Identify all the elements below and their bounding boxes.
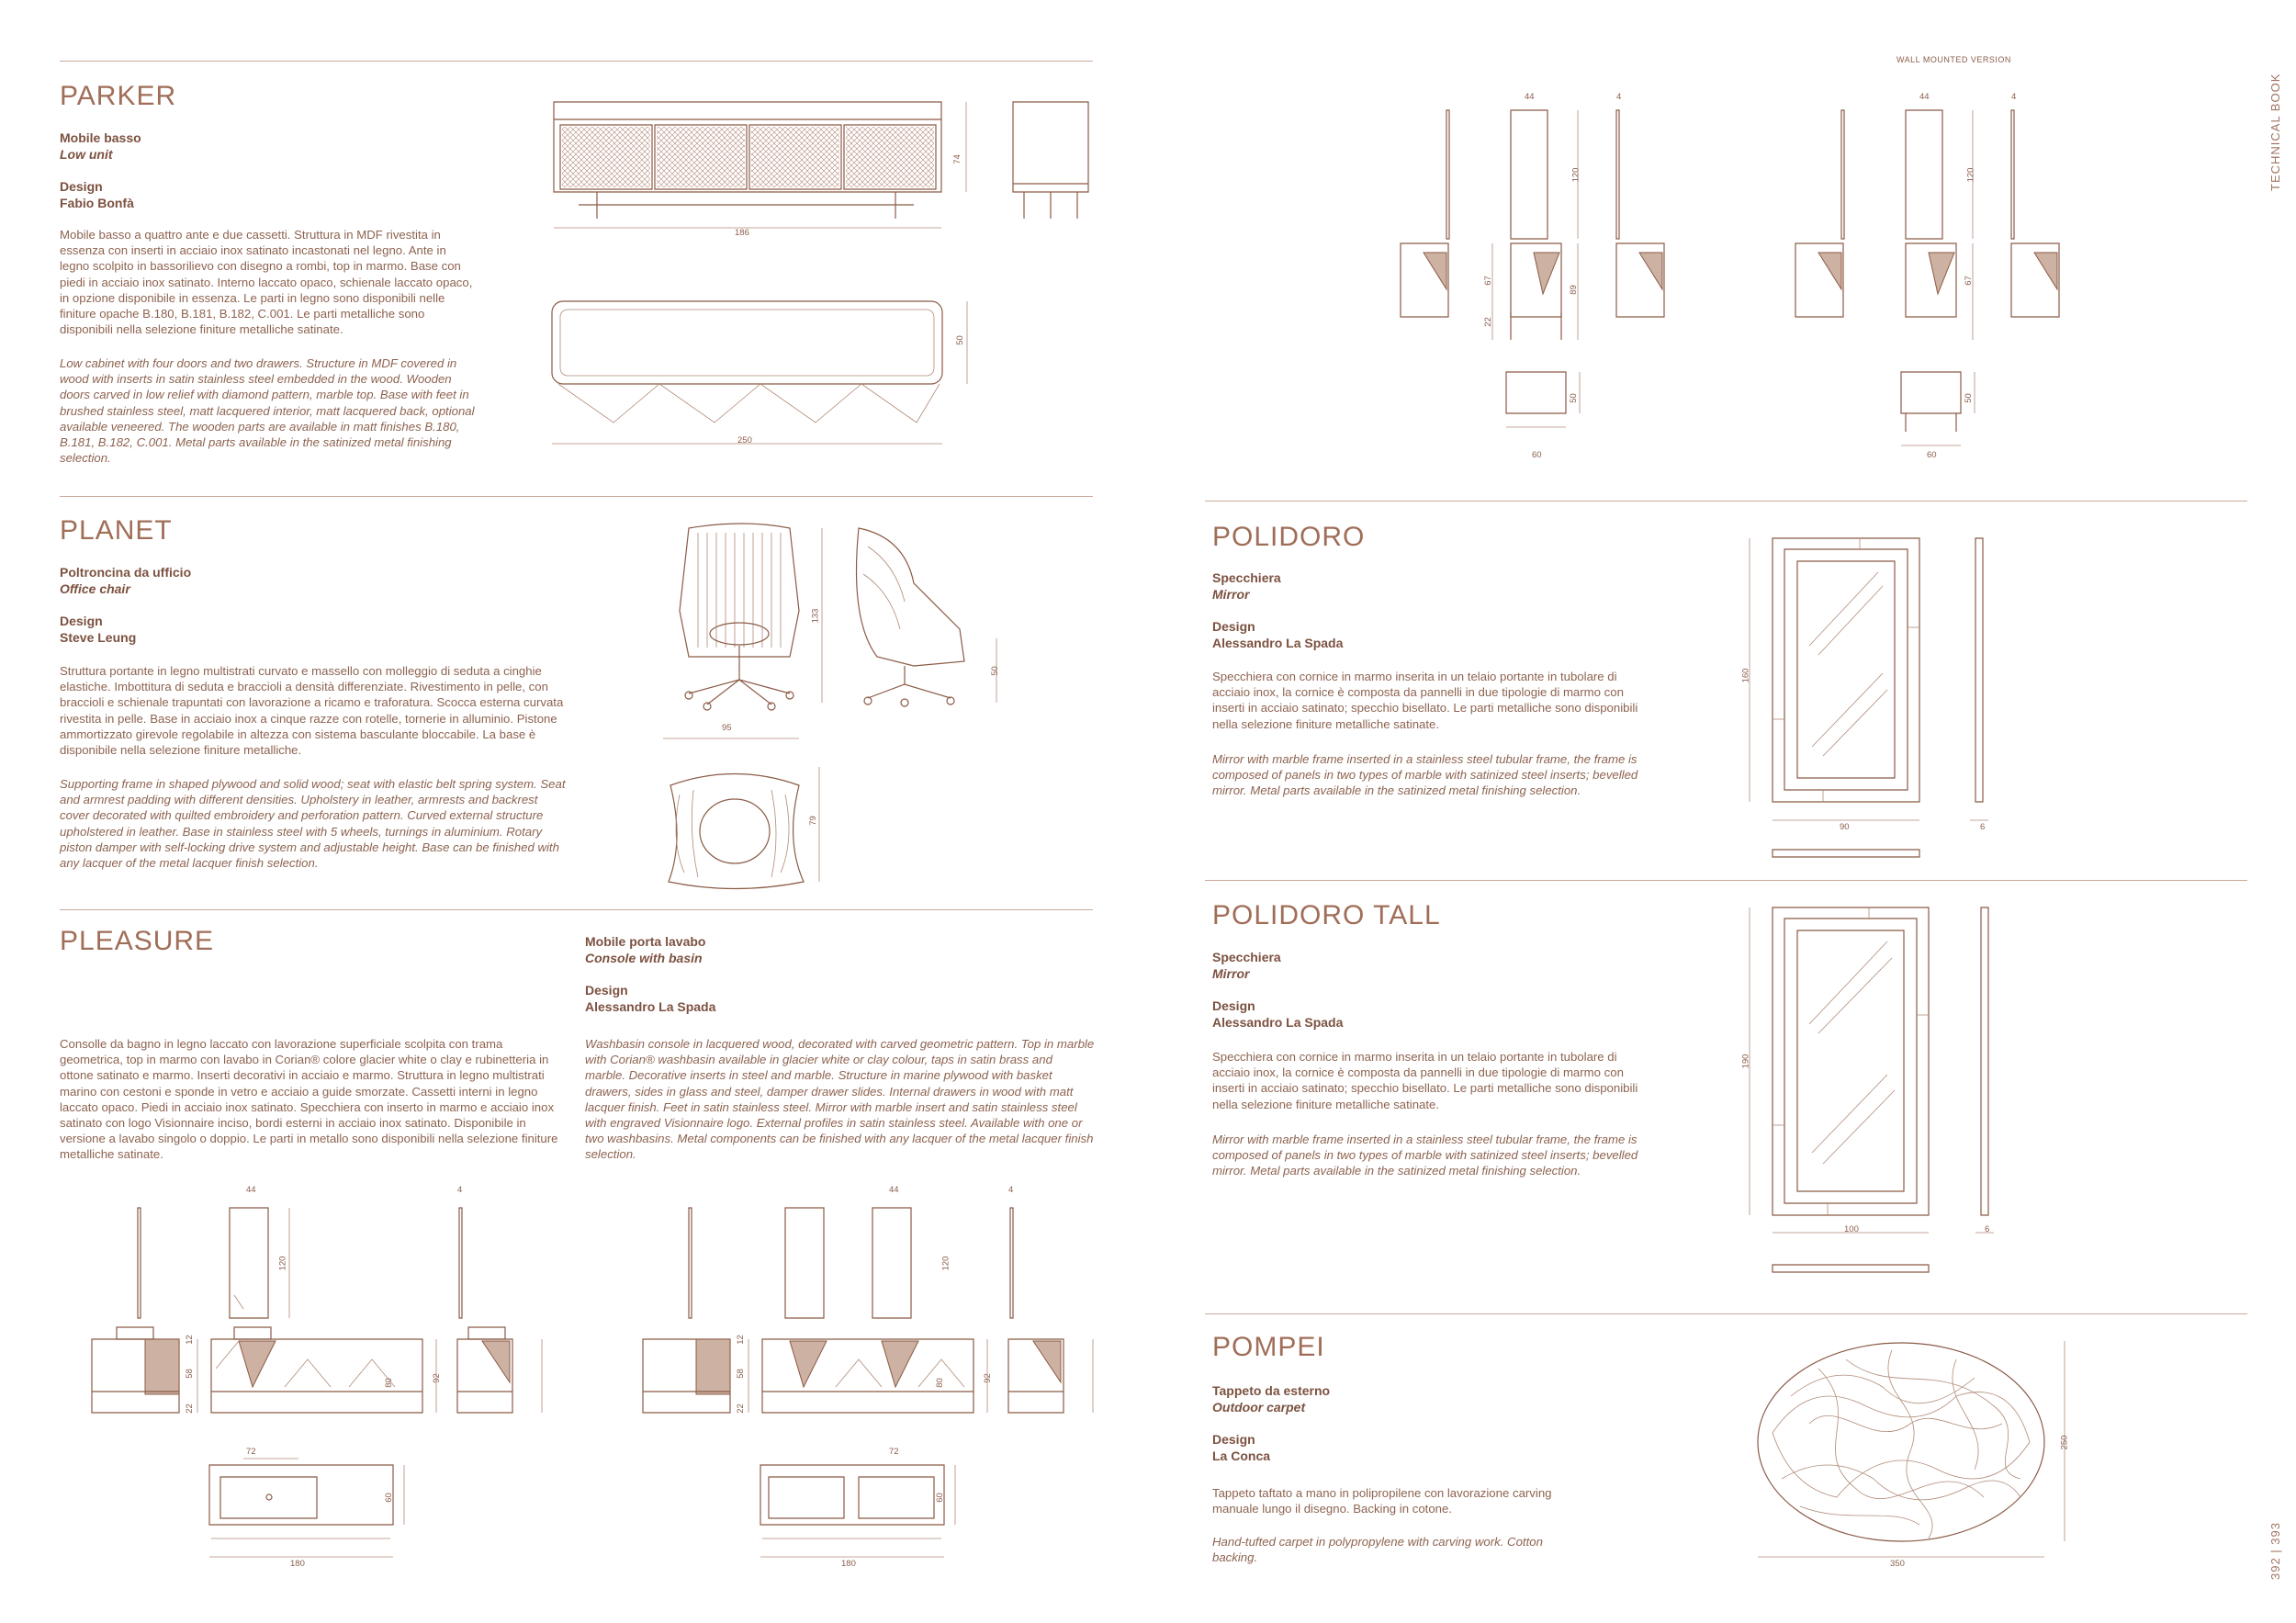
pleasure-dim-basin-w: 72 [246, 1447, 256, 1457]
pleasure-dim-depth: 60 [383, 1493, 394, 1503]
parker-dim-height: 74 [951, 154, 962, 164]
pleasure-dbl-dim-top: 12 [735, 1335, 746, 1345]
pleasure-dbl-dim-mirror-h: 120 [940, 1256, 951, 1271]
polidoro-tall-mirror-drawing [1740, 905, 2016, 1272]
pleasure-dbl-dim-depth: 60 [934, 1493, 945, 1503]
polidoro-tall-type-en: Mirror [1212, 966, 1250, 981]
polidoro-tall-dim-d: 6 [1985, 1224, 1990, 1234]
wall-l-dim-mirror-h: 120 [1570, 167, 1581, 183]
pompei-desc-it: Tappeto taftato a mano in polipropilene con lavorazione carving manuale lungo il disegno. Backing in cotone. [1212, 1486, 1552, 1516]
pleasure-dim-mirror-h: 120 [277, 1256, 288, 1271]
pleasure-dim-top: 12 [184, 1335, 195, 1345]
polidoro-tall-dim-h: 190 [1740, 1054, 1751, 1069]
wall-l-dim-w: 60 [1532, 450, 1542, 460]
pompei-title: POMPEI [1212, 1332, 1325, 1362]
pleasure-double-plan [758, 1460, 960, 1561]
pompei-designer: La Conca [1212, 1448, 1271, 1463]
pleasure-type-it: Mobile porta lavabo [585, 934, 706, 949]
planet-dim-seat: 50 [989, 666, 1000, 676]
parker-desc-it: Mobile basso a quattro ante e due cassetti. Struttura in MDF rivestita in essenza con inserti in acciaio inox satinato incastonati nel legno. Ante in legno scolpito in bassorilievo con disegno a rombi, top in marmo. Base con piedi in acciaio inox satinato. Interno laccato opaco, schienale laccato opaco, in opzione disponibile in essenza. Le parti in legno sono disponibili nelle finiture opache B.180, B.181, B.182, C.001. Le parti metalliche sono disponibili nella selezione finiture metalliche satinate. [60, 228, 473, 337]
wall-r-dim-side: 4 [2011, 92, 2017, 102]
parker-desc-en: Low cabinet with four doors and two drawers. Structure in MDF covered in wood with inserts in satin stainless steel embedded in the wood. Wooden doors carved in low relief with diamond pattern, marble top. Base with feet in brushed stainless steel, matt lacquered interior, matt lacquered back, optional available veneered. The wooden parts are available in matt finishes B.180, B.181, B.182, C.001. Metal parts available in the satinized metal finishing selection. [60, 356, 475, 466]
pompei-design-label: Design [1212, 1432, 1255, 1447]
wall-l-dim-side: 4 [1616, 92, 1622, 102]
pleasure-dim-side: 4 [457, 1185, 463, 1195]
parker-top-drawing [549, 299, 990, 436]
polidoro-type-en: Mirror [1212, 587, 1250, 602]
divider-top-left [60, 61, 1093, 62]
parker-type [60, 130, 141, 163]
planet-type-en: Office chair [60, 581, 130, 596]
wall-r-dim-w: 60 [1927, 450, 1937, 460]
pleasure-dbl-dim-body: 58 [735, 1369, 746, 1379]
side-label: TECHNICAL BOOK [2268, 73, 2282, 191]
pompei-type [1212, 1382, 1330, 1415]
pleasure-desc-en: Washbasin console in lacquered wood, decorated with carved geometric pattern. Top in marble with Corian® washbasin available in glacier white or clay colour, taps in satin brass and marble. Decorative inserts in steel and marble. Structure in marine plywood with basket drawers, sides in glass and steel, damper drawer slides. Internal drawers in wood with matt lacquer finish. Feet in satin stainless steel. Mirror with marble insert and satin stainless steel with engraved Visionnaire logo. External profiles in satin stainless steel. Available with one or two washbasins. Metal components can be finished with any lacquer of the metal lacquer finish selection. [585, 1037, 1095, 1162]
polidoro-tall-desc-en: Mirror with marble frame inserted in a stainless steel tubular frame, the frame is composed of panels in two types of marble with satinized steel inserts; bevelled mirror. Metal parts available in the satinized metal finishing selection. [1212, 1133, 1638, 1178]
polidoro-mirror-drawing [1740, 535, 2016, 862]
wall-mounted-label: WALL MOUNTED VERSION [1896, 55, 2011, 64]
divider-parker-planet [60, 496, 1093, 497]
wall-version-left [1387, 106, 1699, 455]
planet-dim-height: 133 [810, 608, 821, 624]
planet-dim-depth: 79 [807, 816, 818, 826]
pleasure-dbl-dim-side: 4 [1008, 1185, 1014, 1195]
pleasure-type [585, 933, 705, 966]
parker-dim-depth: 50 [954, 335, 965, 345]
parker-width-line [551, 224, 946, 233]
planet-title: PLANET [60, 515, 173, 546]
pompei-dim-w: 350 [1890, 1559, 1905, 1569]
planet-desc-en: Supporting frame in shaped plywood and solid wood; seat with elastic belt spring system. Seat and armrest padding with different densities. Upholstery in leather, armrests and backrest cover decorated with quilted embroidery and perforation pattern. Curved external structure upholstered in leather. Base in stainless steel with 5 wheels, turnings in aluminium. Rotary piston damper with self-locking drive system and adjustable height. Base can be finished with any lacquer of the metal lacquer finish selection. [60, 777, 566, 871]
wall-r-dim-depth: 50 [1963, 393, 1974, 403]
pleasure-design [585, 982, 715, 1015]
pompei-desc-en: Hand-tufted carpet in polypropylene with carving work. Cotton backing. [1212, 1535, 1543, 1565]
wall-l-dim-depth: 50 [1568, 393, 1579, 403]
pleasure-dbl-dim-basin-w: 72 [889, 1447, 899, 1457]
planet-design-label: Design [60, 614, 103, 628]
planet-top-drawing [661, 767, 836, 896]
polidoro-desc-it: Specchiera con cornice in marmo inserita in un telaio portante in tubolare di acciaio inox, la cornice è composta da pannelli in due tipologie di marmo con inserti in acciaio satinato; specchio bisellato. Le parti metalliche sono disponibili nella selezione finiture metalliche satinate. [1212, 670, 1638, 731]
parker-side-drawing [1010, 99, 1093, 219]
pleasure-single-drawing [55, 1194, 569, 1414]
planet-type-it: Poltroncina da ufficio [60, 565, 192, 580]
pompei-carpet-drawing [1754, 1341, 2085, 1575]
polidoro-tall-title: POLIDORO TALL [1212, 900, 1441, 930]
pompei-dim-h: 250 [2059, 1435, 2070, 1450]
pleasure-dbl-dim-h2: 92 [982, 1373, 993, 1383]
polidoro-dim-w: 90 [1840, 822, 1850, 832]
pleasure-design-label: Design [585, 983, 628, 997]
polidoro-tall-designer: Alessandro La Spada [1212, 1015, 1344, 1030]
planet-width-line [661, 735, 808, 742]
pleasure-dbl-dim-w: 180 [841, 1559, 856, 1569]
wall-l-dim-mirror-w: 44 [1525, 92, 1535, 102]
polidoro-tall-dim-w: 100 [1844, 1224, 1859, 1234]
polidoro-dim-d: 6 [1980, 822, 1986, 832]
pleasure-dim-h: 80 [383, 1378, 394, 1388]
planet-type [60, 564, 191, 597]
pleasure-single-plan [207, 1460, 409, 1561]
pleasure-designer: Alessandro La Spada [585, 999, 716, 1014]
pleasure-type-en: Console with basin [585, 951, 703, 965]
polidoro-tall-design [1212, 997, 1343, 1031]
parker-type-it: Mobile basso [60, 130, 141, 145]
polidoro-desc-en: Mirror with marble frame inserted in a stainless steel tubular frame, the frame is composed of panels in two types of marble with satinized steel inserts; bevelled mirror. Metal parts available in the satinized metal finishing selection. [1212, 752, 1638, 798]
pleasure-title: PLEASURE [60, 926, 215, 956]
pleasure-dim-legs: 22 [184, 1403, 195, 1414]
planet-design [60, 613, 136, 646]
planet-dim-width: 95 [722, 723, 732, 733]
pleasure-dbl-dim-mirror-w: 44 [889, 1185, 899, 1195]
pompei-type-en: Outdoor carpet [1212, 1400, 1306, 1414]
wall-l-dim-h2: 89 [1568, 285, 1579, 295]
pleasure-dbl-dim-legs: 22 [735, 1403, 746, 1414]
divider-planet-pleasure [60, 909, 1093, 910]
planet-desc-it: Struttura portante in legno multistrati curvato e massello con molleggio di seduta a cinghie elastiche. Imbottitura di seduta e braccioli a densità differenziate. Rivestimento in pelle, con braccioli e schienale trapuntati con lavorazione a ricamo e traforatura. Scocca esterna curvata rivestita in pelle. Base in acciaio inox a cinque razze con rotelle, tornerie in alluminio. Pistone ammortizzato girevole regolabile in altezza con sistema basculante bloccabile. La base è disponibile nella selezione finiture metalliche. [60, 664, 564, 758]
wall-l-dim-h1: 67 [1482, 276, 1493, 286]
wall-r-dim-mirror-w: 44 [1919, 92, 1930, 102]
parker-dim-width2: 250 [737, 435, 752, 445]
parker-design-label: Design [60, 179, 103, 194]
polidoro-design [1212, 618, 1343, 651]
parker-title: PARKER [60, 81, 177, 111]
page-numbers: 392 | 393 [2268, 1522, 2282, 1580]
polidoro-designer: Alessandro La Spada [1212, 636, 1344, 650]
pleasure-dbl-dim-h: 80 [934, 1378, 945, 1388]
polidoro-design-label: Design [1212, 619, 1255, 634]
divider-tall-pompei [1205, 1313, 2247, 1314]
polidoro-tall-type [1212, 949, 1281, 982]
polidoro-type [1212, 569, 1281, 603]
polidoro-tall-type-it: Specchiera [1212, 950, 1281, 964]
parker-front-drawing [551, 99, 983, 228]
planet-front-drawing [670, 528, 817, 712]
parker-designer: Fabio Bonfà [60, 196, 134, 210]
divider-polidoro-tall [1205, 880, 2247, 881]
polidoro-type-it: Specchiera [1212, 570, 1281, 585]
pompei-type-it: Tappeto da esterno [1212, 1383, 1331, 1398]
wall-version-right [1782, 106, 2094, 455]
divider-wall-polidoro [1205, 501, 2247, 502]
pleasure-dim-mirror-w: 44 [246, 1185, 256, 1195]
wall-r-dim-h1: 67 [1963, 276, 1974, 286]
pleasure-dim-body: 58 [184, 1369, 195, 1379]
polidoro-dim-h: 160 [1740, 668, 1751, 683]
pleasure-dim-h2: 92 [431, 1373, 442, 1383]
parker-type-en: Low unit [60, 147, 113, 162]
polidoro-title: POLIDORO [1212, 522, 1366, 552]
wall-l-dim-legs: 22 [1482, 317, 1493, 327]
parker-design [60, 178, 134, 211]
planet-side-drawing [850, 528, 987, 712]
pleasure-desc-it: Consolle da bagno in legno laccato con lavorazione superficiale scolpita con trama geometrica, top in marmo con lavabo in Corian® colore glacier white o clay e rubinetteria in ottone satinato e marmo. Inserti decorativi in acciaio e marmo. Struttura in legno multistrati marino con cestoni e sponde in vetro e acciaio a guide smorzate. Cassetti interni in legno laccato opaco. Piedi in acciaio inox satinato. Specchiera con inserto in marmo e acciaio inox satinato con logo Visionnaire inciso, bordi esterni in acciaio inox satinato. Disponibile in versione a lavabo singolo o doppio. Le parti in metallo sono disponibili nella selezione finiture metalliche satinate. [60, 1037, 558, 1162]
wall-r-dim-mirror-h: 120 [1965, 167, 1976, 183]
pompei-design [1212, 1431, 1270, 1464]
pleasure-dim-single-w: 180 [290, 1559, 305, 1569]
parker-dim-width: 186 [735, 228, 749, 238]
pleasure-double-drawing [606, 1194, 1120, 1414]
polidoro-tall-design-label: Design [1212, 998, 1255, 1013]
planet-designer: Steve Leung [60, 630, 137, 645]
polidoro-tall-desc-it: Specchiera con cornice in marmo inserita in un telaio portante in tubolare di acciaio inox, la cornice è composta da pannelli in due tipologie di marmo con inserti in acciaio satinato; specchio bisellato. Le parti metalliche sono disponibili nella selezione finiture metalliche satinate. [1212, 1050, 1638, 1111]
